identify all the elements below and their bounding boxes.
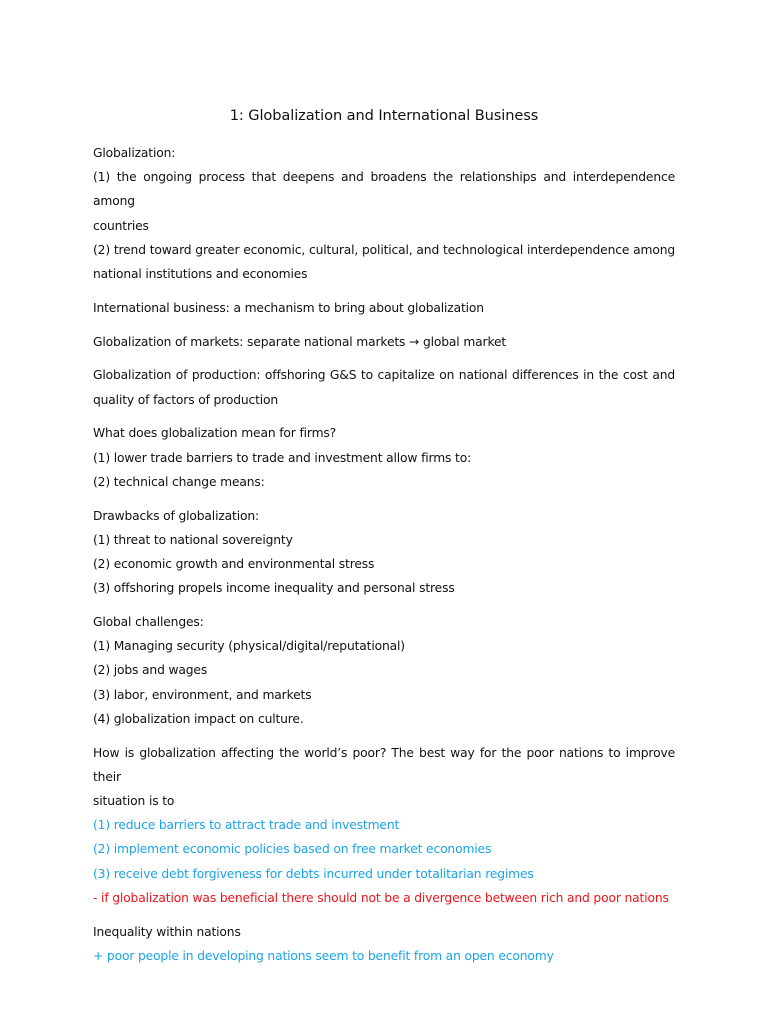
production-section: [93, 363, 675, 411]
definition-2-line-1: (2) trend toward greater economic, cultural, political, and technological interdependence among: [93, 242, 675, 257]
firms-item: (1) lower trade barriers to trade and investment allow firms to:: [93, 450, 472, 465]
drawbacks-item: (3) offshoring propels income inequality and personal stress: [93, 581, 455, 596]
globalization-section: [93, 141, 675, 286]
inequality-heading: Inequality within nations: [93, 924, 241, 939]
inequality-blue-note: + poor people in developing nations seem to benefit from an open economy: [93, 948, 554, 963]
drawbacks-item: (2) economic growth and environmental stress: [93, 557, 375, 572]
poor-red-note: - if globalization was beneficial there should not be a divergence between rich and poor nations: [93, 890, 669, 905]
firms-question: What does globalization mean for firms?: [93, 426, 337, 441]
definition-2-line-2: national institutions and economies: [93, 267, 308, 282]
poor-blue-item: (1) reduce barriers to attract trade and investment: [93, 818, 400, 833]
challenges-heading: Global challenges:: [93, 615, 204, 630]
international-business-text: International business: a mechanism to bring about globalization: [93, 300, 484, 315]
challenges-item: (2) jobs and wages: [93, 663, 208, 678]
production-line-1: Globalization of production: offshoring G&S to capitalize on national differences in the cost and: [93, 368, 675, 383]
poor-nations-section: [93, 741, 675, 910]
drawbacks-item: (1) threat to national sovereignty: [93, 532, 293, 547]
international-business-section: [93, 296, 675, 320]
globalization-heading: Globalization:: [93, 146, 176, 160]
markets-section: [93, 330, 675, 354]
challenges-item: (1) Managing security (physical/digital/reputational): [93, 639, 405, 654]
document-title: 1: Globalization and International Business: [229, 107, 539, 124]
inequality-section: [93, 920, 675, 968]
firms-item: (2) technical change means:: [93, 474, 265, 489]
challenges-section: [93, 610, 675, 731]
document-body: [93, 141, 675, 978]
globalization-of-markets-text: Globalization of markets: separate national markets → global market: [93, 334, 507, 349]
drawbacks-heading: Drawbacks of globalization:: [93, 508, 259, 523]
drawbacks-section: [93, 504, 675, 601]
production-line-2: quality of factors of production: [93, 392, 279, 407]
poor-blue-item: (3) receive debt forgiveness for debts incurred under totalitarian regimes: [93, 866, 534, 881]
poor-question-line-1: How is globalization affecting the world’s poor? The best way for the poor nations to improve their: [93, 745, 675, 784]
challenges-item: (4) globalization impact on culture.: [93, 711, 304, 726]
poor-blue-item: (2) implement economic policies based on free market economies: [93, 842, 492, 857]
definition-1-line-1: (1) the ongoing process that deepens and broadens the relationships and interdependence among: [93, 170, 675, 209]
definition-1-line-2: countries: [93, 218, 149, 233]
challenges-item: (3) labor, environment, and markets: [93, 687, 312, 702]
poor-question-line-2: situation is to: [93, 794, 175, 809]
firms-section: [93, 421, 675, 494]
